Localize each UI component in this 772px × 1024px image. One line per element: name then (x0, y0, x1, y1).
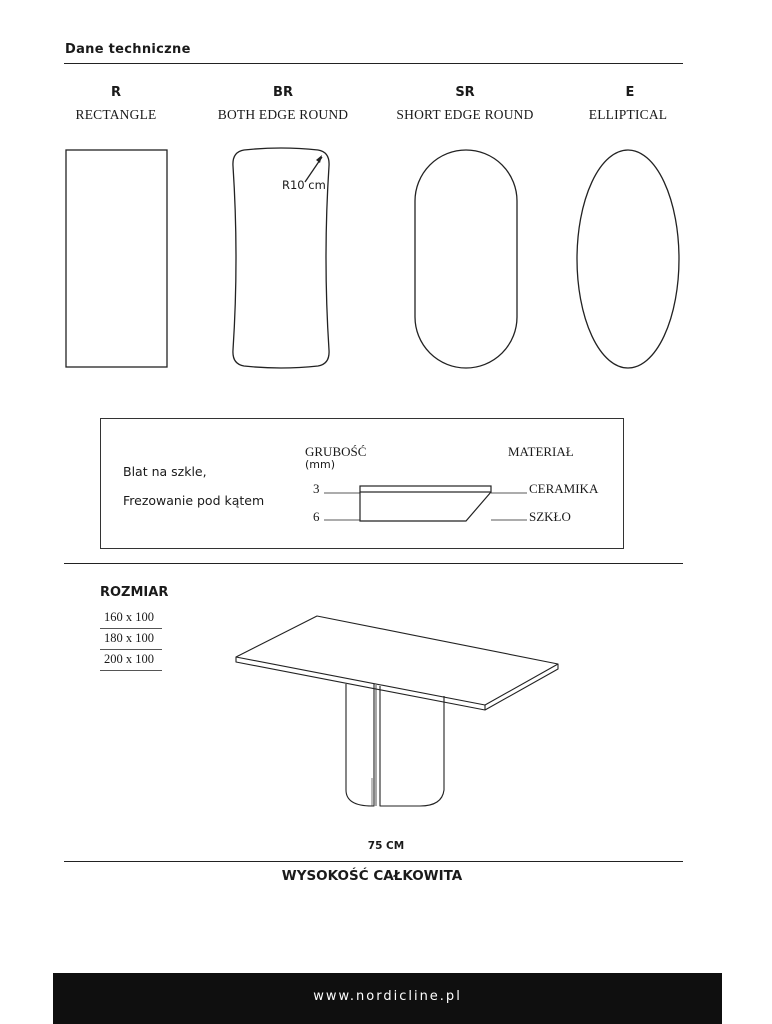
radius-label: R10 cm (282, 178, 326, 192)
shape-name-both-edge-round: BOTH EDGE ROUND (217, 107, 349, 122)
shape-code-r: R (110, 85, 121, 100)
shape-code-br: BR (273, 85, 293, 100)
sizes-title: ROZMIAR (100, 585, 169, 600)
height-value: 75 CM (367, 840, 405, 852)
footer-bar (53, 973, 722, 1024)
material-ceramika: CERAMIKA (529, 481, 599, 496)
material-szklo: SZKŁO (529, 509, 571, 524)
thickness-3: 3 (313, 481, 320, 496)
height-divider (64, 861, 683, 862)
height-label: WYSOKOŚĆ CAŁKOWITA (281, 868, 463, 884)
size-180x100: 180 x 100 (100, 629, 162, 650)
shape-code-e: E (625, 85, 635, 100)
spec-line-2: Frezowanie pod kątem (123, 493, 265, 508)
spec-line-1: Blat na szkle, (123, 464, 207, 479)
thickness-6: 6 (313, 509, 320, 524)
shape-code-sr: SR (455, 85, 475, 100)
thickness-unit: (mm) (305, 458, 336, 471)
size-200x100: 200 x 100 (100, 650, 162, 671)
shape-name-rectangle: RECTANGLE (75, 107, 157, 122)
size-160x100: 160 x 100 (100, 608, 162, 629)
shape-name-elliptical: ELLIPTICAL (588, 107, 668, 122)
page-title: Dane techniczne (65, 42, 191, 57)
shape-name-short-edge-round: SHORT EDGE ROUND (396, 107, 534, 122)
footer-website-link[interactable]: www.nordicline.pl (313, 989, 462, 1004)
material-label: MATERIAŁ (508, 444, 574, 459)
thickness-label: GRUBOŚĆ (305, 444, 367, 459)
